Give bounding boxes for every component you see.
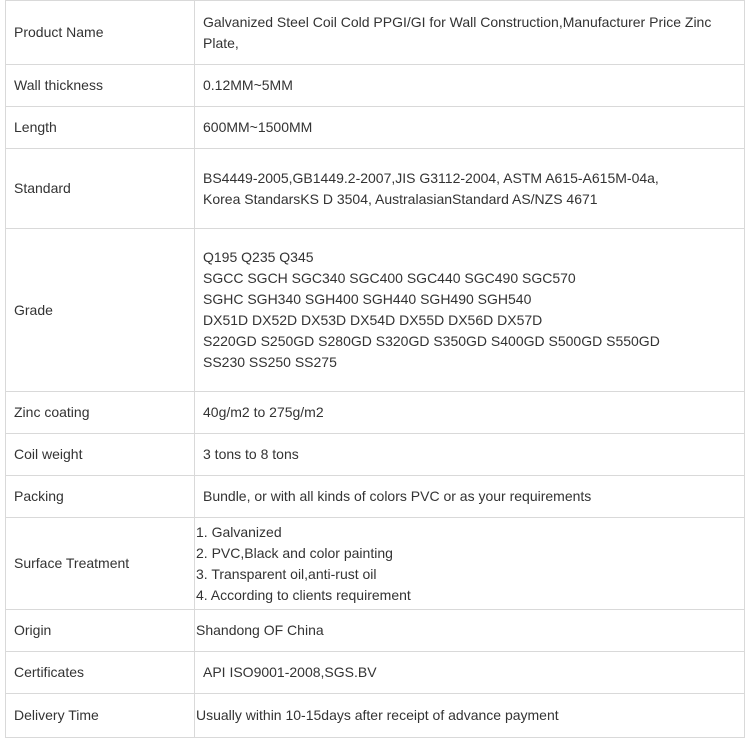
row-label: Certificates [6,652,195,694]
value-line: 4. According to clients requirement [196,586,411,603]
value-line: 1. Galvanized [196,523,282,540]
table-row-product-name [6,1,745,65]
value-line: S220GD S250GD S280GD S320GD S350GD S400GD S500GD S550GD [203,333,660,349]
row-value [195,1,745,65]
value-line: Q195 Q235 Q345 [203,249,314,265]
row-value [195,149,745,229]
value-line: 600MM~1500MM [203,119,313,135]
table-row-delivery-time [6,694,745,738]
row-label: Zinc coating [6,392,195,434]
row-label: Surface Treatment [6,518,195,610]
value-line: 2. PVC,Black and color painting [196,544,393,561]
value-line: 0.12MM~5MM [203,77,293,93]
value-line: Shandong OF China [196,622,324,638]
row-label: Coil weight [6,434,195,476]
value-line: Galvanized Steel Coil Cold PPGI/GI for Wall Construction,Manufacturer Price Zinc Plate, [203,13,712,51]
row-value [195,694,745,738]
value-line: 40g/m2 to 275g/m2 [203,404,324,420]
table-row-zinc-coating [6,392,745,434]
value-line: 3 tons to 8 tons [203,446,299,462]
table-row-certificates [6,652,745,694]
table-row-standard [6,149,745,229]
table-row-length [6,107,745,149]
row-value [195,652,745,694]
row-label: Delivery Time [6,694,195,738]
table-row-packing [6,476,745,518]
row-label: Grade [6,229,195,392]
value-line: DX51D DX52D DX53D DX54D DX55D DX56D DX57D [203,312,543,328]
row-value [195,610,745,652]
value-line: Usually within 10-15days after receipt of advance payment [196,707,559,723]
row-value [195,107,745,149]
table-row-surface-treatment [6,518,745,610]
row-label: Length [6,107,195,149]
row-value [195,476,745,518]
value-line: BS4449-2005,GB1449.2-2007,JIS G3112-2004, ASTM A615-A615M-04a, [203,169,659,186]
value-line: Bundle, or with all kinds of colors PVC or as your requirements [203,488,592,504]
row-label: Product Name [6,1,195,65]
row-label: Standard [6,149,195,229]
row-label: Origin [6,610,195,652]
row-value [195,65,745,107]
value-line: API ISO9001-2008,SGS.BV [203,664,377,680]
table-row-grade [6,229,745,392]
value-line: SGCC SGCH SGC340 SGC400 SGC440 SGC490 SGC570 [203,270,576,286]
value-line: 3. Transparent oil,anti-rust oil [196,565,377,582]
value-line: Korea StandarsKS D 3504, AustralasianStandard AS/NZS 4671 [203,190,598,207]
row-value [195,392,745,434]
row-label: Wall thickness [6,65,195,107]
table-row-coil-weight [6,434,745,476]
value-line: SS230 SS250 SS275 [203,354,337,370]
specification-table [5,0,745,738]
row-value [195,518,745,610]
row-label: Packing [6,476,195,518]
row-value [195,434,745,476]
table-row-wall-thickness [6,65,745,107]
value-line: SGHC SGH340 SGH400 SGH440 SGH490 SGH540 [203,291,532,307]
row-value [195,229,745,392]
table-row-origin [6,610,745,652]
